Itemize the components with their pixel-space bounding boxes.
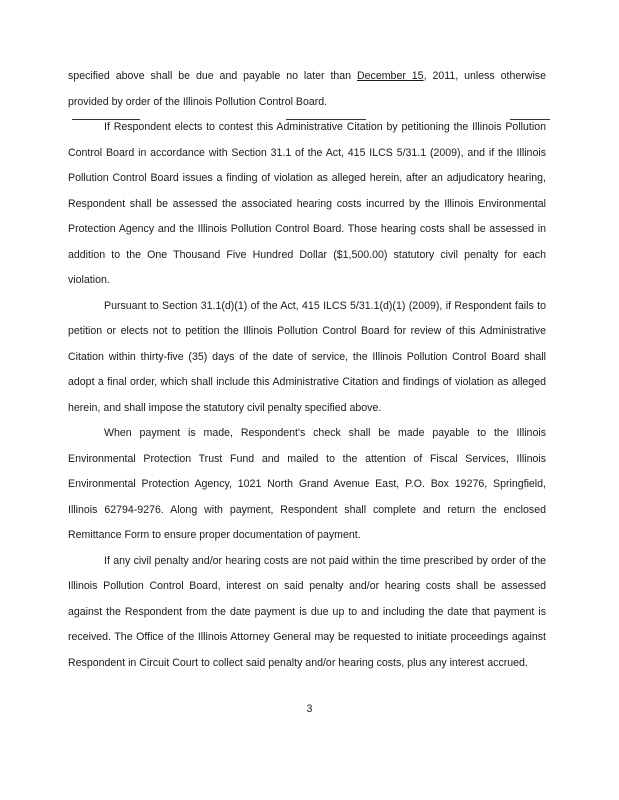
paragraph-interest: If any civil penalty and/or hearing costs are not paid within the time prescribed by order of the Illinois Pollution Control Board, interest on said penalty and/or hearing costs shall be assessed against the Respondent from the date payment is due up to and including the date that payment is received. The Office of the Illinois Attorney General may be requested to initiate proceedings against Respondent in Circuit Court to collect said penalty and/or hearing costs, plus any interest accrued.: [68, 554, 546, 669]
page-number: 3: [306, 703, 313, 715]
paragraph-text: specified above shall be due and payable no later than: [68, 70, 357, 82]
paragraph-contest-citation: If Respondent elects to contest this Administrative Citation by petitioning the Illinois Pollution Control Board in accordance with Section 31.1 of the Act, 415 ILCS 5/31.1 (2009), and if the Illinois Pollution Control Board issues a finding of violation as alleged herein, after an adjudicatory hearing, Respondent shall be assessed the associated hearing costs incurred by the Illinois Environmental Protection Agency and the Illinois Pollution Control Board. Those hearing costs shall be assessed in addition to the One Thousand Five Hundred Dollar ($1,500.00) statutory civil penalty for each violation.: [68, 121, 546, 286]
paragraph-final-order: Pursuant to Section 31.1(d)(1) of the Act, 415 ILCS 5/31.1(d)(1) (2009), if Respondent fails to petition or elects not to petition the Illinois Pollution Control Board for review of this Administrative Citation within thirty-five (35) days of the date of service, the Illinois Pollution Control Board shall adopt a final order, which shall include this Administrative Citation and findings of violation as alleged herein, and shall impose the statutory civil penalty specified above.: [68, 299, 546, 414]
paragraph-payment-instructions: When payment is made, Respondent's check shall be made payable to the Illinois Environmental Protection Trust Fund and mailed to the attention of Fiscal Services, Illinois Environmental Protection Agency, 1021 North Grand Avenue East, P.O. Box 19276, Springfield, Illinois 62794-9276. Along with payment, Respondent shall complete and return the enclosed Remittance Form to ensure proper documentation of payment.: [68, 427, 546, 541]
paragraph-payment-due: [68, 64, 546, 115]
body-text: [68, 64, 546, 676]
paragraph-text: , 2011, unless otherwise provided by order of the Illinois Pollution Control Board.: [68, 70, 546, 108]
due-date: December 15: [357, 70, 424, 82]
